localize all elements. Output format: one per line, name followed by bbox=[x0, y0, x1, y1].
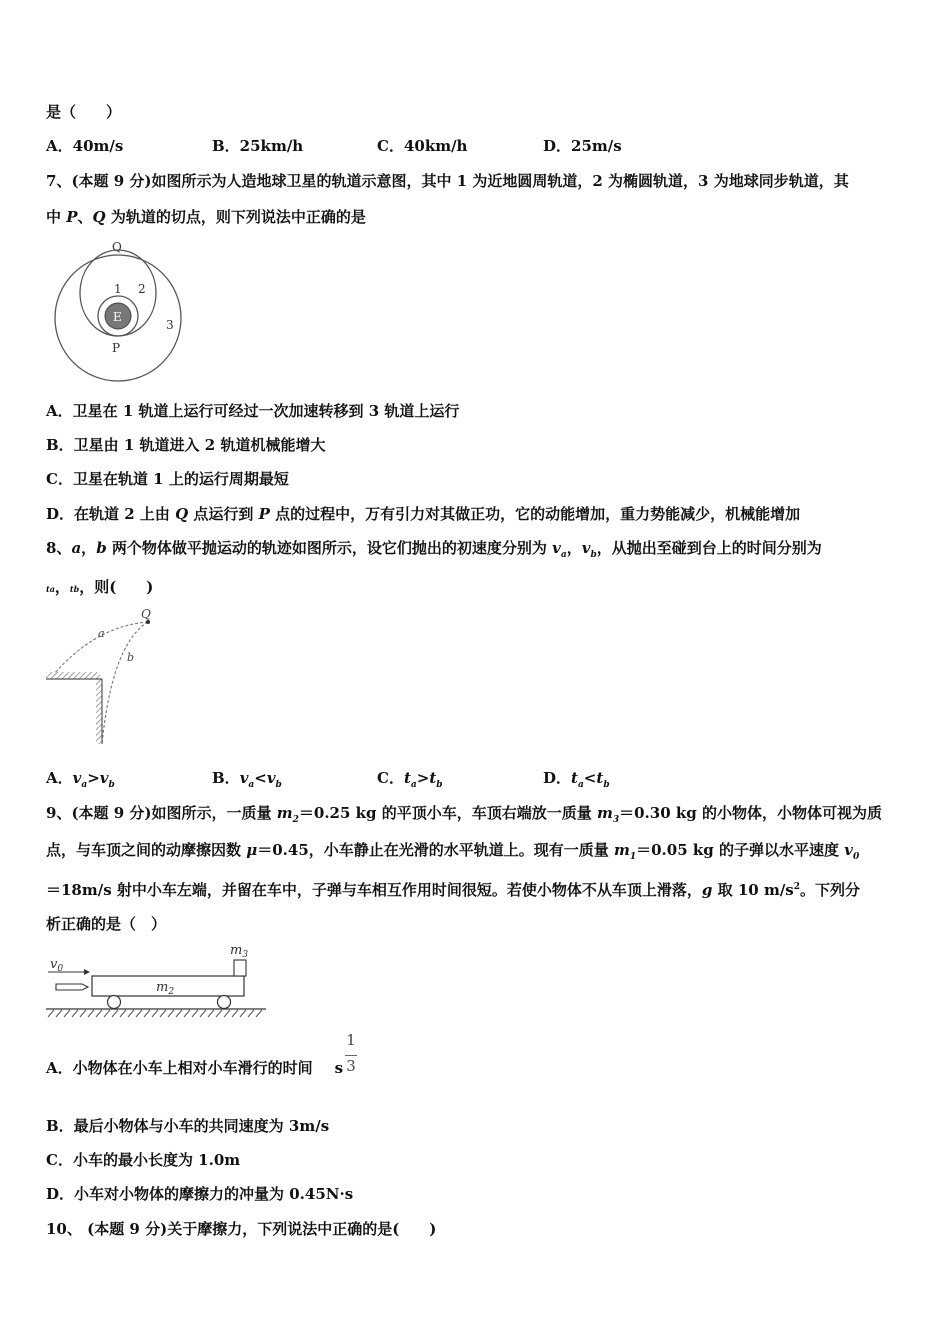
q9-stem-line4: 析正确的是（ ） bbox=[46, 915, 167, 933]
q8-option-a[interactable]: A．$v_a>v_b$ bbox=[46, 769, 115, 790]
q8-options bbox=[46, 768, 746, 788]
q8-option-b[interactable]: B．$v_a<v_b$ bbox=[212, 769, 282, 790]
label-q: Q bbox=[112, 240, 122, 254]
wall-hatch bbox=[96, 679, 102, 744]
q7-option-c[interactable]: C．卫星在轨道 1 上的运行周期最短 bbox=[46, 470, 289, 488]
q8-option-d[interactable]: D．$t_a<t_b$ bbox=[543, 769, 610, 790]
q9-stem-line1: 9、(本题 9 分)如图所示，一质量 $m_2=0.25$ kg 的平顶小车，车顶右端放一质量 $m_3=0.30$ kg 的小物体，小物体可视为质 bbox=[46, 804, 882, 825]
label-v0: $v_0$ bbox=[50, 957, 64, 974]
block-m3 bbox=[234, 960, 246, 976]
q9-fraction-numerator: 1 bbox=[346, 1031, 356, 1049]
bullet bbox=[56, 984, 88, 990]
label-2: 2 bbox=[138, 282, 146, 296]
label-q: Q bbox=[141, 607, 151, 621]
earth-label: E bbox=[113, 310, 122, 324]
q7-option-a[interactable]: A．卫星在 1 轨道上运行可经过一次加速转移到 3 轨道上运行 bbox=[46, 402, 460, 420]
q8-stem-line1: 8、a，b 两个物体做平抛运动的轨迹如图所示，设它们抛出的初速度分别为 $v_a$，$v_b$，从抛出至碰到台上的时间分别为 bbox=[46, 539, 822, 560]
q7-option-b[interactable]: B．卫星由 1 轨道进入 2 轨道机械能增大 bbox=[46, 436, 326, 454]
q7-option-d[interactable]: D．在轨道 2 上由 Q 点运行到 P 点的过程中，万有引力对其做正功，它的动能增加，重力势能减少，机械能增加 bbox=[46, 505, 801, 523]
label-1: 1 bbox=[114, 282, 122, 296]
label-b: b bbox=[127, 651, 135, 664]
q9-stem-line2: 点，与车顶之间的动摩擦因数 μ＝0.45，小车静止在光滑的水平轨道上。现有一质量 $m_1=0.05$ kg 的子弹以水平速度 $v_0$ bbox=[46, 841, 860, 862]
label-m3: $m_3$ bbox=[230, 943, 249, 960]
prev-question-tail: 是（ ） bbox=[46, 103, 122, 121]
q9-cart-figure bbox=[44, 938, 274, 1020]
q7-stem-line1: 7、(本题 9 分)如图所示为人造地球卫星的轨道示意图，其中 1 为近地圆周轨道，2 为椭圆轨道，3 为地球同步轨道，其 bbox=[46, 172, 849, 190]
q9-fraction-bar bbox=[345, 1055, 357, 1056]
platform-top-hatch bbox=[46, 672, 100, 679]
q6-option-a[interactable]: A．40m/s bbox=[46, 137, 124, 155]
label-a: a bbox=[98, 627, 105, 640]
q6-option-b[interactable]: B．25km/h bbox=[212, 137, 304, 155]
label-p: P bbox=[112, 341, 121, 355]
trajectory-b bbox=[102, 622, 148, 744]
q9-option-c[interactable]: C．小车的最小长度为 1.0m bbox=[46, 1151, 241, 1169]
label-m2: $m_2$ bbox=[156, 980, 175, 997]
q6-option-c[interactable]: C．40km/h bbox=[377, 137, 468, 155]
q9-option-b[interactable]: B．最后小物体与小车的共同速度为 3m/s bbox=[46, 1117, 330, 1135]
q9-option-a[interactable]: A．小物体在小车上相对小车滑行的时间 s bbox=[46, 1059, 344, 1077]
q6-options bbox=[46, 136, 746, 156]
q6-option-d[interactable]: D．25m/s bbox=[543, 137, 622, 155]
q9-stem-line3: ＝18m/s 射中小车左端，并留在车中，子弹与车相互作用时间很短。若使小物体不从车顶上滑落，g 取 10 $m/s^2$。下列分 bbox=[46, 881, 861, 899]
q9-option-d[interactable]: D．小车对小物体的摩擦力的冲量为 0.45N·s bbox=[46, 1185, 354, 1203]
wheel-right bbox=[218, 996, 231, 1009]
wheel-left bbox=[108, 996, 121, 1009]
q8-stem-line2: ta，tb，则( ) bbox=[46, 578, 154, 596]
q7-orbit-figure bbox=[50, 238, 190, 384]
label-3: 3 bbox=[166, 318, 174, 332]
q8-option-c[interactable]: C．$t_a>t_b$ bbox=[377, 769, 443, 790]
q10-stem: 10、 (本题 9 分)关于摩擦力，下列说法中正确的是( ) bbox=[46, 1220, 437, 1238]
q8-projectile-figure bbox=[46, 604, 166, 746]
ground-hatch bbox=[48, 1010, 262, 1017]
q9-fraction-denominator: 3 bbox=[346, 1057, 356, 1075]
q7-stem-line2: 中 P、Q 为轨道的切点，则下列说法中正确的是 bbox=[46, 208, 366, 226]
velocity-arrowhead bbox=[84, 969, 90, 975]
